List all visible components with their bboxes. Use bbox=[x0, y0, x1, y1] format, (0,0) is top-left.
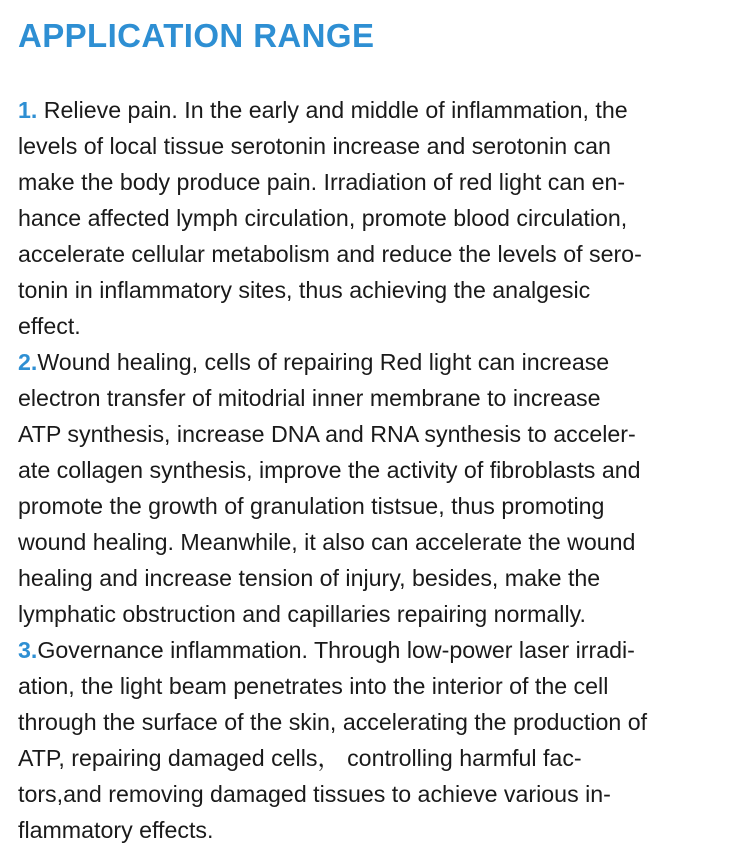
text-line: hance affected lymph circulation, promote blood circulation, bbox=[18, 205, 628, 231]
text-line: wound healing. Meanwhile, it also can accelerate the wound bbox=[18, 529, 636, 555]
text-line: accelerate cellular metabolism and reduce the levels of sero- bbox=[18, 241, 642, 267]
text-line: flammatory effects. bbox=[18, 817, 214, 843]
text-line bbox=[18, 92, 728, 128]
item-number: 1. bbox=[18, 97, 38, 123]
text-line: ate collagen synthesis, improve the activity of fibroblasts and bbox=[18, 457, 641, 483]
text-line: ATP, repairing damaged cells， controlling harmful fac- bbox=[18, 745, 582, 771]
item-number: 3. bbox=[18, 637, 38, 663]
text-line: lymphatic obstruction and capillaries repairing normally. bbox=[18, 601, 586, 627]
page-title: APPLICATION RANGE bbox=[18, 17, 375, 54]
list-item-governance-inflammation bbox=[18, 632, 728, 848]
text-line: levels of local tissue serotonin increase and serotonin can bbox=[18, 133, 611, 159]
text-line: ation, the light beam penetrates into the interior of the cell bbox=[18, 673, 609, 699]
text-line: effect. bbox=[18, 313, 81, 339]
text-line: ATP synthesis, increase DNA and RNA synthesis to acceler- bbox=[18, 421, 636, 447]
item-text: Governance inflammation. Through low-power laser irradi- bbox=[37, 637, 635, 663]
text-line: electron transfer of mitodrial inner membrane to increase bbox=[18, 385, 601, 411]
list-item-wound-healing bbox=[18, 344, 728, 632]
text-line: promote the growth of granulation tistsue, thus promoting bbox=[18, 493, 605, 519]
application-list bbox=[18, 92, 728, 848]
text-line bbox=[18, 344, 728, 380]
item-text: Wound healing, cells of repairing Red light can increase bbox=[37, 349, 610, 375]
list-item-relieve-pain bbox=[18, 92, 728, 344]
text-line: healing and increase tension of injury, besides, make the bbox=[18, 565, 601, 591]
text-line: through the surface of the skin, accelerating the production of bbox=[18, 709, 648, 735]
item-number: 2. bbox=[18, 349, 38, 375]
text-line bbox=[18, 632, 728, 668]
item-text: Relieve pain. In the early and middle of inflammation, the bbox=[37, 97, 628, 123]
text-line: tors,and removing damaged tissues to achieve various in- bbox=[18, 781, 611, 807]
text-line: tonin in inflammatory sites, thus achieving the analgesic bbox=[18, 277, 591, 303]
text-line: make the body produce pain. Irradiation of red light can en- bbox=[18, 169, 626, 195]
